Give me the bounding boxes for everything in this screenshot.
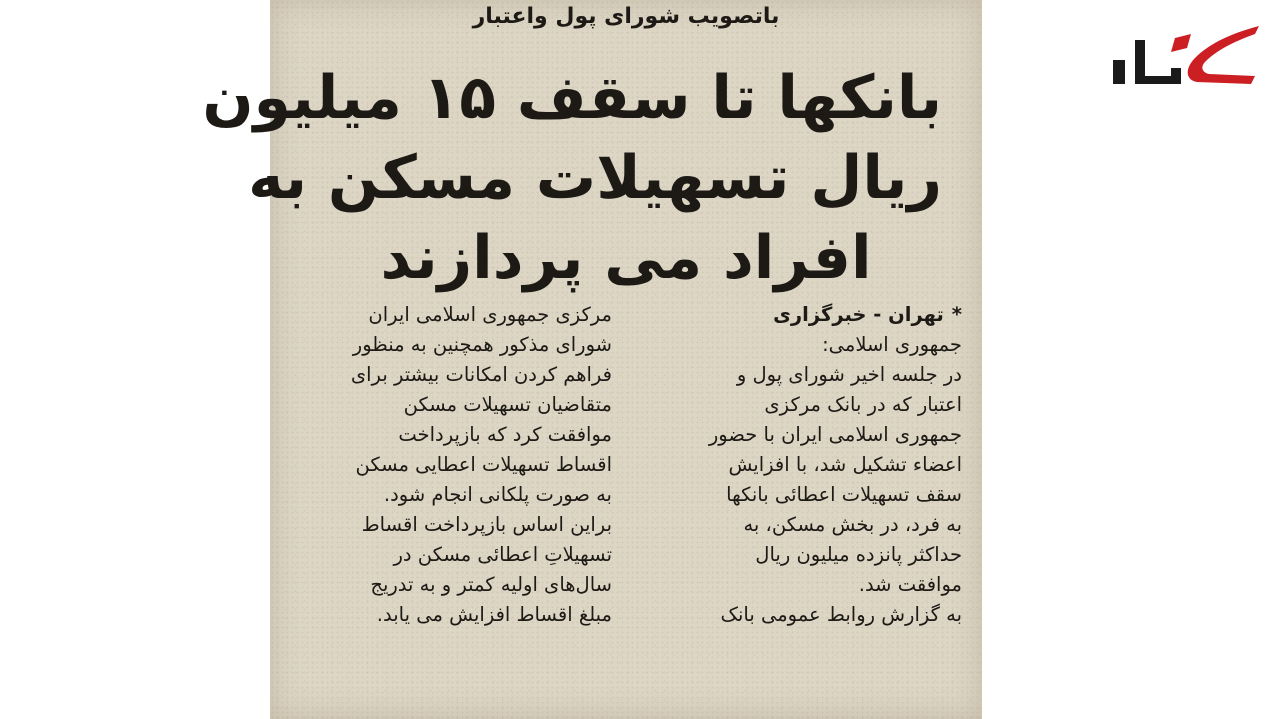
dateline-star: * bbox=[951, 303, 962, 326]
article-kicker: باتصویب شورای پول واعتبار bbox=[472, 4, 780, 29]
column-line: جمهوری اسلامی: bbox=[822, 333, 962, 356]
column-line: براین اساس بازپرداخت اقساط bbox=[361, 513, 612, 536]
headline-line: ریال تسهیلات مسکن به bbox=[248, 143, 942, 213]
column-line: متقاضیان تسهیلات مسکن bbox=[403, 393, 612, 416]
logo-red-stroke bbox=[1188, 26, 1259, 84]
newspaper-clipping bbox=[202, 0, 982, 719]
column-line: حداکثر پانزده میلیون ریال bbox=[755, 543, 962, 566]
headline-line: افراد می پردازند bbox=[380, 223, 872, 293]
column-line: سال‌های اولیه کمتر و به تدریج bbox=[370, 573, 612, 596]
column-line: به صورت پلکانی انجام شود. bbox=[383, 483, 612, 506]
column-line: در جلسه اخیر شورای پول و bbox=[736, 363, 962, 386]
logo-black-tail bbox=[1113, 60, 1125, 84]
column-line: مرکزی جمهوری اسلامی ایران bbox=[368, 303, 612, 326]
column-line: شورای مذکور همچنین به منظور bbox=[352, 333, 612, 356]
rokna-logo bbox=[1105, 20, 1265, 90]
column-line: تسهیلاتِ اعطائی مسکن در bbox=[393, 543, 612, 566]
headline-line: بانکها تا سقف ۱۵ میلیون bbox=[202, 63, 942, 133]
column-line: جمهوری اسلامی ایران با حضور bbox=[708, 423, 962, 446]
column-line: موافقت کرد که بازپرداخت bbox=[398, 423, 612, 446]
article-column-right bbox=[662, 300, 962, 630]
column-line: فراهم کردن امکانات بیشتر برای bbox=[350, 363, 612, 386]
dateline-text: تهران - خبرگزاری bbox=[773, 303, 944, 326]
article-headline bbox=[202, 58, 942, 298]
column-line: اعضاء تشکیل شد، با افزایش bbox=[728, 453, 962, 476]
column-line: به گزارش روابط عمومی بانک bbox=[720, 603, 962, 626]
logo-red-dot bbox=[1171, 34, 1191, 52]
column-line: به فرد، در بخش مسکن، به bbox=[743, 513, 962, 536]
dateline bbox=[662, 300, 962, 330]
article-column-left bbox=[312, 300, 612, 630]
column-line: اعتبار که در بانک مرکزی bbox=[764, 393, 962, 416]
column-line: موافقت شد. bbox=[858, 573, 962, 596]
column-line: سقف تسهیلات اعطائی بانکها bbox=[726, 483, 962, 506]
column-line: اقساط تسهیلات اعطایی مسکن bbox=[355, 453, 612, 476]
column-line: مبلغ اقساط افزایش می یابد. bbox=[376, 603, 612, 626]
